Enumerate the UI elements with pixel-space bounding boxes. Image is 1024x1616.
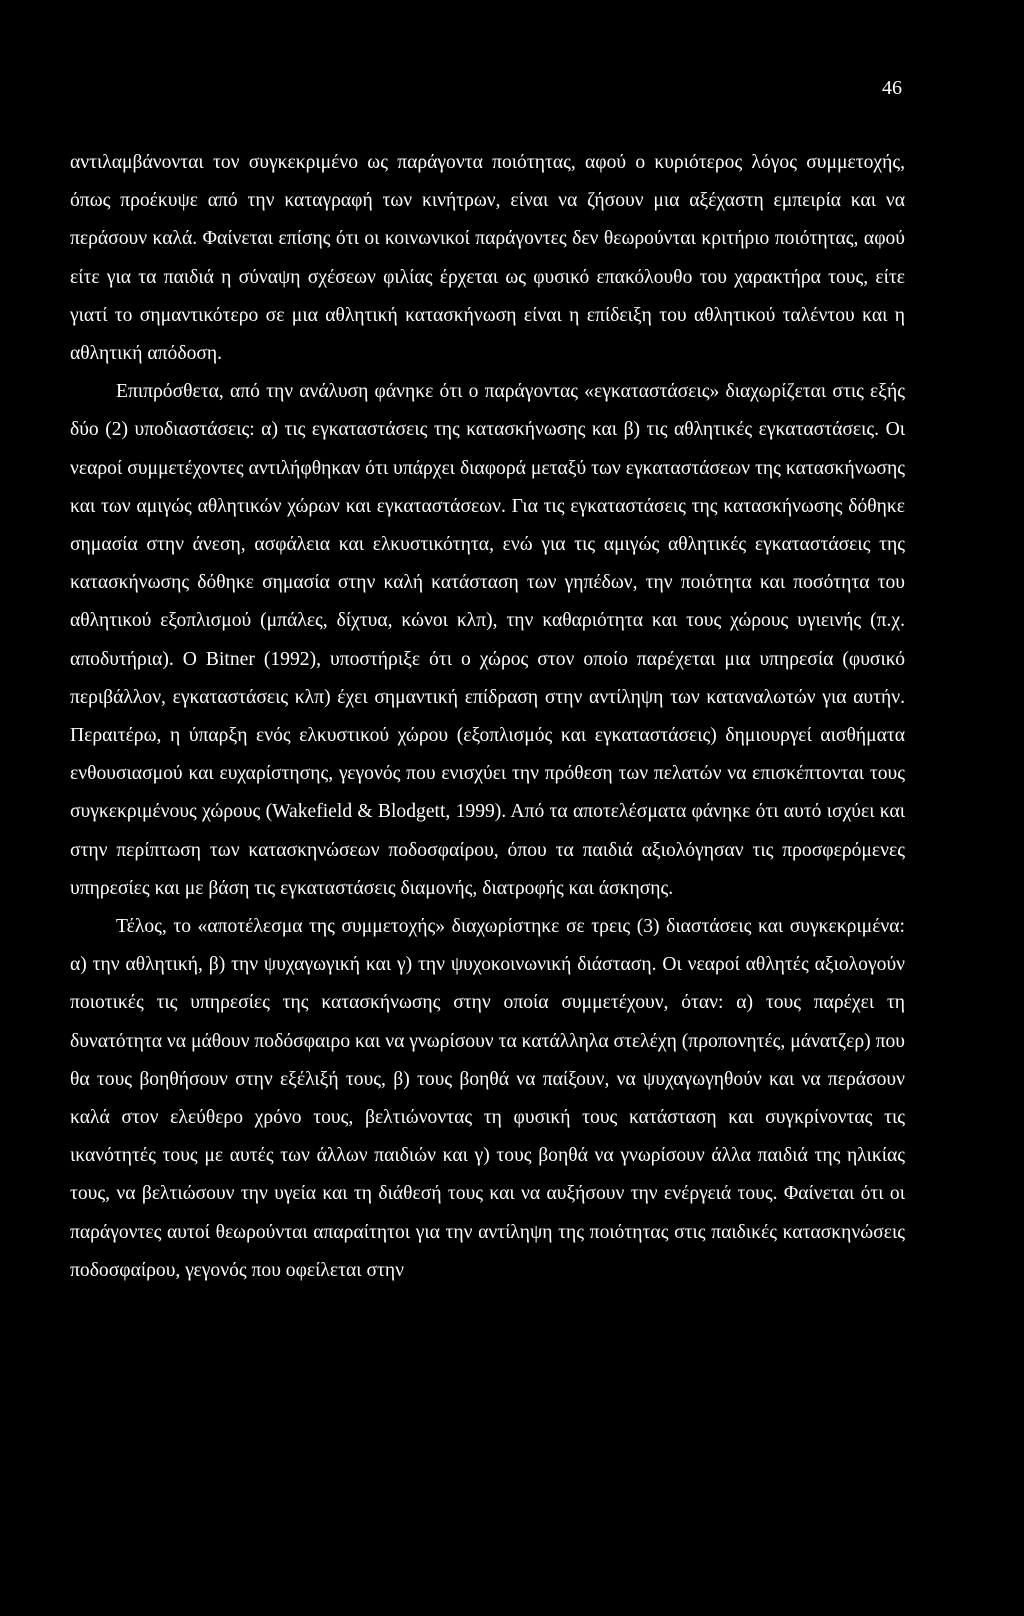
page-number: 46 xyxy=(882,77,902,99)
paragraph-2: Επιπρόσθετα, από την ανάλυση φάνηκε ότι ο παράγοντας «εγκαταστάσεις» διαχωρίζεται στις εξής δύο (2) υποδιαστάσεις: α) τις εγκαταστάσεις της κατασκήνωσης και β) τις αθλητικές εγκαταστάσεις. Οι νεαροί συμμετέχοντες αντιλήφθηκαν ότι υπάρχει διαφορά μεταξύ των εγκαταστάσεων της κατασκήνωσης και των αμιγώς αθλητικών χώρων και εγκαταστάσεων. Για τις εγκαταστάσεις της κατασκήνωσης δόθηκε σημασία στην άνεση, ασφάλεια και ελκυστικότητα, ενώ για τις αμιγώς αθλητικές εγκαταστάσεις της κατασκήνωσης δόθηκε σημασία στην καλή κατάσταση των γηπέδων, την ποιότητα και ποσότητα του αθλητικού εξοπλισμού (μπάλες, δίχτυα, κώνοι κλπ), την καθαριότητα και τους χώρους υγιεινής (π.χ. αποδυτήρια). Ο Bitner (1992), υποστήριξε ότι ο χώρος στον οποίο παρέχεται μια υπηρεσία (φυσικό περιβάλλον, εγκαταστάσεις κλπ) έχει σημαντική επίδραση στην αντίληψη των καταναλωτών για αυτήν. Περαιτέρω, η ύπαρξη ενός ελκυστικού χώρου (εξοπλισμός και εγκαταστάσεις) δημιουργεί αισθήματα ενθουσιασμού και ευχαρίστησης, γεγονός που ενισχύει την πρόθεση των πελατών να επισκέπτονται τους συγκεκριμένους χώρους (Wakefield & Blodgett, 1999). Από τα αποτελέσματα φάνηκε ότι αυτό ισχύει και στην περίπτωση των κατασκηνώσεων ποδοσφαίρου, όπου τα παιδιά αξιολόγησαν τις προσφερόμενες υπηρεσίες και με βάση τις εγκαταστάσεις διαμονής, διατροφής και άσκησης. xyxy=(70,381,905,899)
paragraph-3: Τέλος, το «αποτέλεσμα της συμμετοχής» διαχωρίστηκε σε τρεις (3) διαστάσεις και συγκεκριμένα: α) την αθλητική, β) την ψυχαγωγική και γ) την ψυχοκοινωνική διάσταση. Οι νεαροί αθλητές αξιολογούν ποιοτικές τις υπηρεσίες της κατασκήνωσης στην οποία συμμετέχουν, όταν: α) τους παρέχει τη δυνατότητα να μάθουν ποδόσφαιρο και να γνωρίσουν τα κατάλληλα στελέχη (προπονητές, μάνατζερ) που θα τους βοηθήσουν στην εξέλιξή τους, β) τους βοηθά να παίξουν, να ψυχαγωγηθούν και να περάσουν καλά στον ελεύθερο χρόνο τους, βελτιώνοντας τη φυσική τους κατάσταση και συγκρίνοντας τις ικανότητές τους με αυτές των άλλων παιδιών και γ) τους βοηθά να γνωρίσουν άλλα παιδιά της ηλικίας τους, να βελτιώσουν την υγεία και τη διάθεσή τους και να αυξήσουν την ενέργειά τους. Φαίνεται ότι οι παράγοντες αυτοί θεωρούνται απαραίτητοι για την αντίληψη της ποιότητας στις παιδικές κατασκηνώσεις ποδοσφαίρου, γεγονός που οφείλεται στην xyxy=(70,916,905,1281)
body-text xyxy=(70,144,905,1290)
paragraph-1: αντιλαμβάνονται τον συγκεκριμένο ως παράγοντα ποιότητας, αφού ο κυριότερος λόγος συμμετοχής, όπως προέκυψε από την καταγραφή των κινήτρων, είναι να ζήσουν μια αξέχαστη εμπειρία και να περάσουν καλά. Φαίνεται επίσης ότι οι κοινωνικοί παράγοντες δεν θεωρούνται κριτήριο ποιότητας, αφού είτε για τα παιδιά η σύναψη σχέσεων φιλίας έρχεται ως φυσικό επακόλουθο του χαρακτήρα τους, είτε γιατί το σημαντικότερο σε μια αθλητική κατασκήνωση είναι η επίδειξη του αθλητικού ταλέντου και η αθλητική απόδοση. xyxy=(70,152,905,365)
